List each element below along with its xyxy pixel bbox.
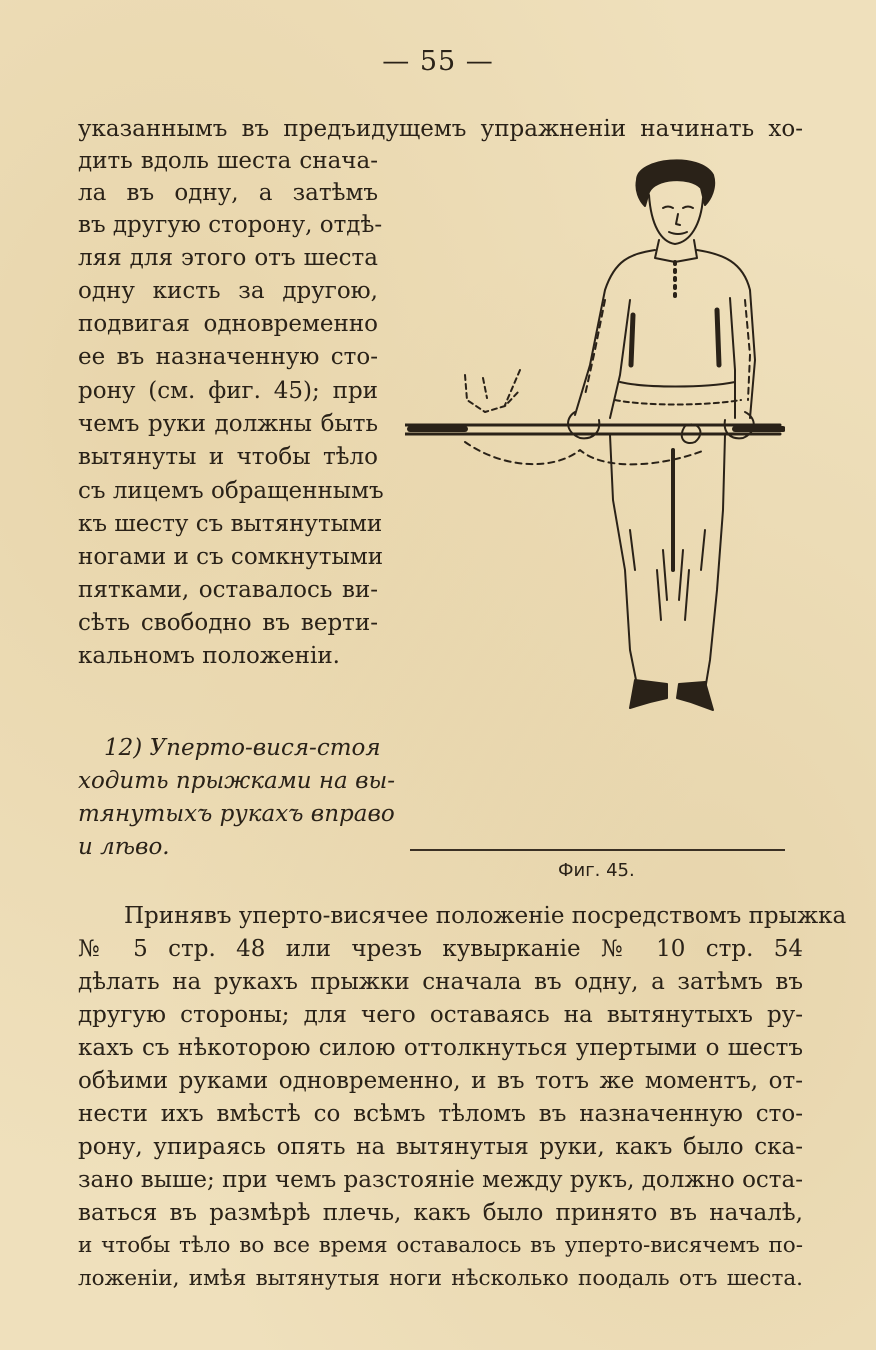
figure-rule [410,849,785,851]
text-line-lead: указаннымъ въ предъидущемъ упражненіи начинать хо- [78,116,803,142]
column-line: ла въ одну, а затѣмъ [78,180,378,206]
figure-45-illustration [405,150,785,730]
column-line: чемъ руки должны быть [78,411,378,437]
paragraph-line: дѣлать на рукахъ прыжки сначала въ одну, а затѣмъ въ [78,969,803,995]
figure-caption: Фиг. 45. [558,860,635,881]
column-line: кальномъ положеніи. [78,643,340,669]
paragraph-line: ложеніи, имѣя вытянутыя ноги нѣсколько поодаль отъ шеста. [78,1266,803,1291]
column-line: въ другую сторону, отдѣ- [78,212,383,238]
column-line: рону (см. фиг. 45); при [78,378,378,404]
paragraph-line: кахъ съ нѣкоторою силою оттолкнуться упертыми о шестъ [78,1035,803,1061]
paragraph-line: рону, упираясь опять на вытянутыя руки, какъ было ска- [78,1134,803,1160]
paragraph-line: Принявъ уперто-висячее положеніе посредствомъ прыжка [124,903,847,929]
paragraph-line: обѣими руками одновременно, и въ тотъ же моментъ, от- [78,1068,803,1094]
page-number: — 55 — [382,46,494,77]
column-line: ее въ назначенную сто- [78,344,378,370]
column-line: сѣть свободно въ верти- [78,610,378,636]
column-line: вытянуты и чтобы тѣло [78,444,378,470]
column-line: одну кисть за другою, [78,278,378,304]
column-line: дить вдоль шеста снача- [78,148,378,174]
paragraph-line: и чтобы тѣло во все время оставалось въ уперто-висячемъ по- [78,1233,803,1258]
paragraph-line: нести ихъ вмѣстѣ со всѣмъ тѣломъ въ назначенную сто- [78,1101,803,1127]
exercise-heading-line: 12) Уперто-вися-стоя [104,735,381,761]
column-line: ногами и съ сомкнутыми [78,544,384,570]
column-line: къ шесту съ вытянутыми [78,511,383,537]
paragraph-line: ваться въ размѣрѣ плечь, какъ было принято въ началѣ, [78,1200,803,1226]
column-line: съ лицемъ обращеннымъ [78,478,384,504]
exercise-heading-line: ходить прыжками на вы- [78,768,395,794]
column-line: пятками, оставалось ви- [78,577,378,603]
paragraph-line: зано выше; при чемъ разстояніе между рукъ, должно оста- [78,1167,803,1193]
column-line: подвигая одновременно [78,311,378,337]
paragraph-line: другую стороны; для чего оставаясь на вытянутыхъ ру- [78,1002,803,1028]
paragraph-line: № 5 стр. 48 или чрезъ кувырканіе № 10 стр. 54 [78,936,803,962]
column-line: ляя для этого отъ шеста [78,245,378,271]
exercise-heading-line: тянутыхъ рукахъ вправо [78,801,395,827]
exercise-heading-line: и лѣво. [78,834,170,860]
